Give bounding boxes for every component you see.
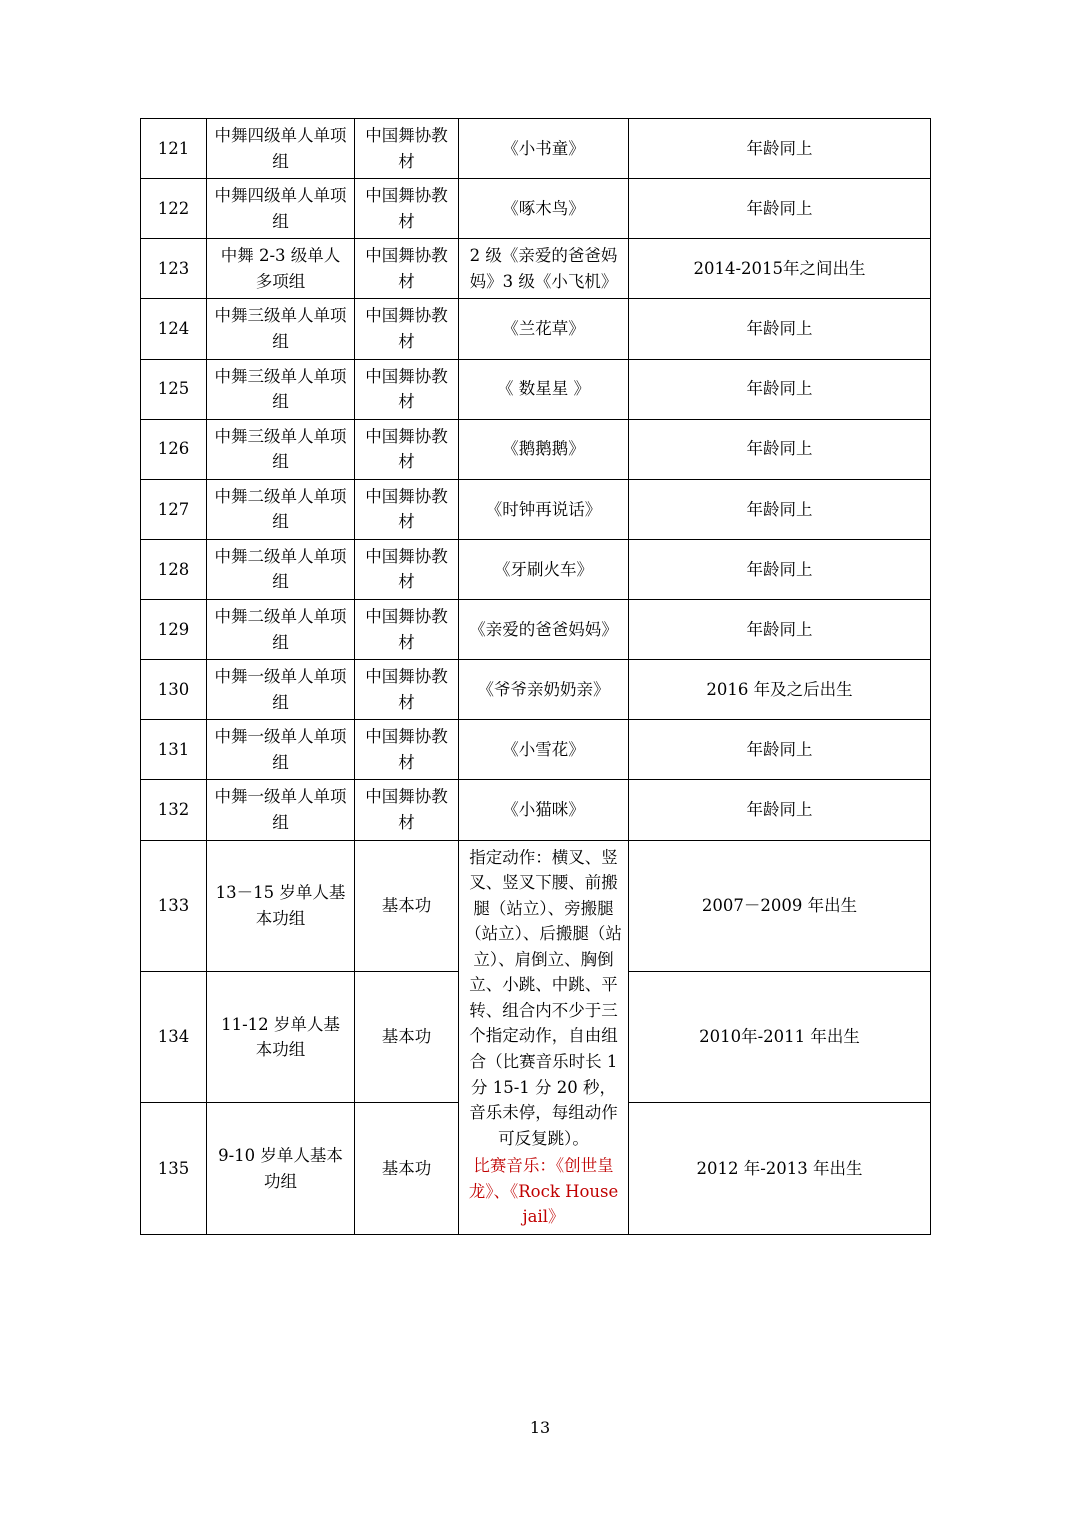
row-number: 135 [141,1103,207,1235]
row-number: 130 [141,660,207,720]
competition-table [140,118,931,1235]
row-group: 13－15 岁单人基本功组 [207,840,355,971]
row-material: 基本功 [355,1103,459,1235]
row-group: 中舞一级单人单项组 [207,660,355,720]
row-number: 134 [141,971,207,1102]
row-item: 《小雪花》 [459,720,629,780]
row-age: 2007－2009 年出生 [629,840,931,971]
row-number: 121 [141,119,207,179]
table-row [141,479,931,539]
row-item: 《小猫咪》 [459,780,629,840]
row-group: 中舞三级单人单项组 [207,299,355,359]
row-material: 中国舞协教材 [355,179,459,239]
row-item: 《鹅鹅鹅》 [459,419,629,479]
table-row [141,119,931,179]
row-item: 2 级《亲爱的爸爸妈妈》3 级《小飞机》 [459,239,629,299]
row-item: 《时钟再说话》 [459,479,629,539]
row-number: 133 [141,840,207,971]
row-group: 中舞三级单人单项组 [207,359,355,419]
row-number: 126 [141,419,207,479]
row-item: 《牙刷火车》 [459,539,629,599]
table-row [141,539,931,599]
table-row [141,419,931,479]
row-material: 中国舞协教材 [355,419,459,479]
row-age: 2012 年-2013 年出生 [629,1103,931,1235]
row-material: 中国舞协教材 [355,479,459,539]
row-age: 年龄同上 [629,720,931,780]
row-group: 中舞四级单人单项组 [207,179,355,239]
row-material: 中国舞协教材 [355,299,459,359]
row-number: 128 [141,539,207,599]
row-number: 124 [141,299,207,359]
row-material: 中国舞协教材 [355,600,459,660]
row-material: 基本功 [355,971,459,1102]
row-age: 2014-2015年之间出生 [629,239,931,299]
row-material: 中国舞协教材 [355,720,459,780]
table-row [141,720,931,780]
table-row [141,239,931,299]
row-age: 年龄同上 [629,419,931,479]
row-number: 131 [141,720,207,780]
row-group: 中舞三级单人单项组 [207,419,355,479]
table-row [141,359,931,419]
row-age: 2016 年及之后出生 [629,660,931,720]
row-age: 年龄同上 [629,539,931,599]
row-age: 2010年-2011 年出生 [629,971,931,1102]
row-item: 《小书童》 [459,119,629,179]
row-material: 中国舞协教材 [355,539,459,599]
table-row [141,840,931,971]
row-group: 9-10 岁单人基本功组 [207,1103,355,1235]
row-group: 中舞二级单人单项组 [207,479,355,539]
row-age: 年龄同上 [629,119,931,179]
table-row [141,299,931,359]
row-item: 《啄木鸟》 [459,179,629,239]
row-group: 中舞四级单人单项组 [207,119,355,179]
row-group: 11-12 岁单人基本功组 [207,971,355,1102]
row-age: 年龄同上 [629,359,931,419]
table-row [141,600,931,660]
row-age: 年龄同上 [629,179,931,239]
row-group: 中舞一级单人单项组 [207,720,355,780]
row-item: 《 数星星 》 [459,359,629,419]
row-group: 中舞 2-3 级单人多项组 [207,239,355,299]
row-group: 中舞一级单人单项组 [207,780,355,840]
row-age: 年龄同上 [629,479,931,539]
row-material: 中国舞协教材 [355,239,459,299]
row-material: 中国舞协教材 [355,660,459,720]
row-item: 《亲爱的爸爸妈妈》 [459,600,629,660]
row-item: 《爷爷亲奶奶亲》 [459,660,629,720]
row-material: 中国舞协教材 [355,780,459,840]
row-number: 122 [141,179,207,239]
table-row [141,660,931,720]
row-age: 年龄同上 [629,600,931,660]
row-number: 127 [141,479,207,539]
row-number: 123 [141,239,207,299]
row-group: 中舞二级单人单项组 [207,600,355,660]
basic-skill-requirements [459,840,629,1234]
basic-skill-text: 指定动作：横叉、竖叉、竖叉下腰、前搬腿（站立）、旁搬腿（站立）、后搬腿（站立）、肩倒立、胸倒立、小跳、中跳、平转、组合内不少于三个指定动作，自由组合（比赛音乐时长 1 分 15-1 分 20 秒，音乐未停，每组动作可反复跳）。 [465,847,622,1148]
row-material: 中国舞协教材 [355,119,459,179]
table-body [141,119,931,1235]
row-group: 中舞二级单人单项组 [207,539,355,599]
row-material: 中国舞协教材 [355,359,459,419]
table-row [141,780,931,840]
row-age: 年龄同上 [629,780,931,840]
competition-music-note: 比赛音乐：《创世皇龙》、《Rock House jail》 [468,1156,619,1227]
page-number: 13 [529,1418,551,1437]
row-number: 125 [141,359,207,419]
row-material: 基本功 [355,840,459,971]
row-item: 《兰花草》 [459,299,629,359]
row-number: 129 [141,600,207,660]
row-age: 年龄同上 [629,299,931,359]
table-row [141,179,931,239]
row-number: 132 [141,780,207,840]
